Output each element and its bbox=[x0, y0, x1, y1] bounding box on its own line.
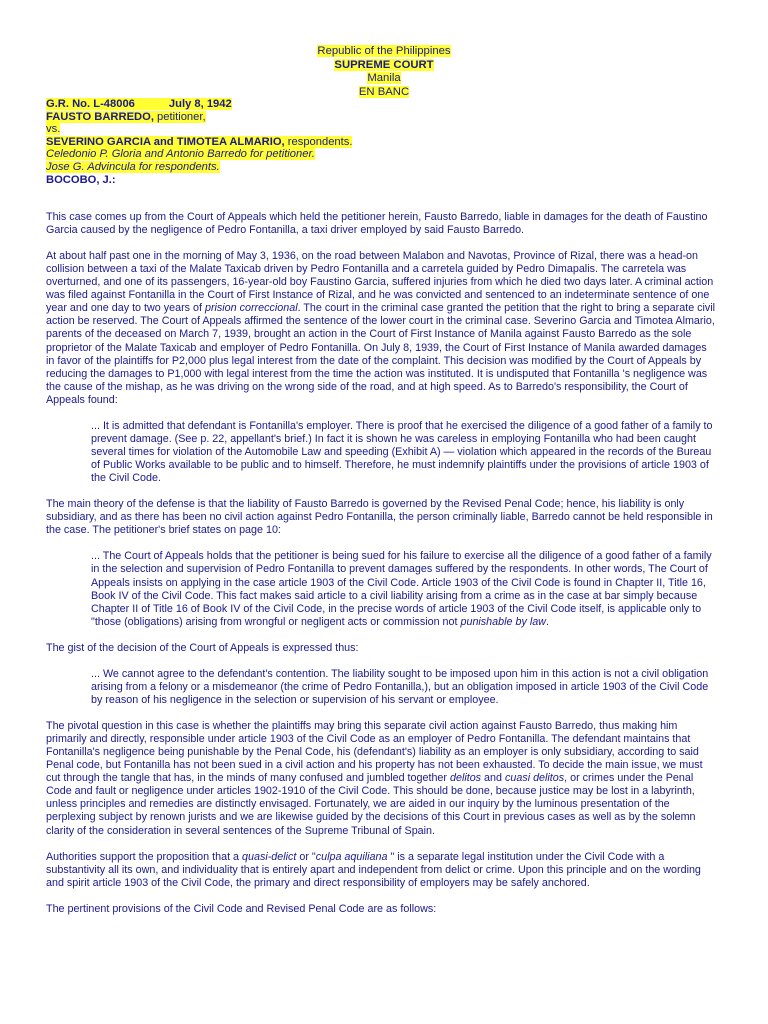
paragraph: This case comes up from the Court of Appeals which held the petitioner herein, Fausto Barredo, liable in damages for the death of Faustino Garcia caused by the negligence of Pedro Fontanilla, a taxi driver employed by said Fausto Barredo. bbox=[46, 211, 708, 237]
case-caption bbox=[46, 98, 352, 186]
counsel-respondents: Jose G. Advincula for respondents. bbox=[46, 160, 220, 173]
petitioner-role: petitioner, bbox=[153, 110, 206, 123]
paragraph: At about half past one in the morning of May 3, 1936, on the road between Malabon and Navotas, Province of Rizal, there was a head-on collision between a taxi of the Malate Taxicab driven by Pedro Fontanilla and a carretela guided by Pedro Dimapalis. The carretela was overturned, and one of its passengers, 16-year-old boy Faustino Garcia, suffered injuries from which he died two days later. A criminal action was filed against Fontanilla in the Court of First Instance of Rizal, and he was convicted and sentenced to an indeterminate sentence of one year and one day to two years of prision correccional. The court in the criminal case granted the petition that the right to bring a separate civil action be reserved. The Court of Appeals affirmed the sentence of the lower court in the criminal case. Severino Garcia and Timotea Almario, parents of the deceased on March 7, 1939, brought an action in the Court of First Instance of Manila against Fausto Barredo as the sole proprietor of the Malate Taxicab and employer of Pedro Fontanilla. On July 8, 1939, the Court of First Instance of Manila awarded damages in favor of the plaintiffs for P2,000 plus legal interest from the date of the complaint. This decision was modified by the Court of Appeals by reducing the damages to P1,000 with legal interest from the time the action was instituted. It is undisputed that Fontanilla 's negligence was the cause of the mishap, as he was driving on the wrong side of the road, and at high speed. As to Barredo's responsibility, the Court of Appeals found: bbox=[46, 250, 716, 406]
case-number: G.R. No. L-48006 bbox=[46, 98, 135, 110]
respondents-name: SEVERINO GARCIA and TIMOTEA ALMARIO, bbox=[46, 135, 285, 148]
supreme-court-line: SUPREME COURT bbox=[334, 58, 434, 71]
petitioner-name: FAUSTO BARREDO, bbox=[46, 110, 154, 123]
block-quote: ... It is admitted that defendant is Fontanilla's employer. There is proof that he exercised the diligence of a good father of a family to prevent damage. (See p. 22, appellant's brief.) In fact it is shown he was careless in employing Fontanilla who had been caught several times for violation of the Automobile Law and speeding (Exhibit A) — violation which appeared in the records of the Bureau of Public Works available to be public and to himself. Therefore, he must indemnify plaintiffs under the provisions of article 1903 of the Civil Code. bbox=[91, 419, 713, 485]
paragraph: The pertinent provisions of the Civil Code and Revised Penal Code are as follows: bbox=[46, 902, 437, 915]
block-quote: ... We cannot agree to the defendant's contention. The liability sought to be imposed upon him in this action is not a civil obligation arising from a felony or a misdemeanor (the crime of Pedro Fontanilla,), but an obligation imposed in article 1903 of the Civil Code by reason of his negligence in the selection or supervision of his servant or employee. bbox=[91, 667, 709, 707]
respondents-role: respondents. bbox=[284, 135, 353, 148]
paragraph: The gist of the decision of the Court of Appeals is expressed thus: bbox=[46, 641, 359, 654]
republic-line: Republic of the Philippines bbox=[317, 45, 451, 57]
case-date: July 8, 1942 bbox=[168, 98, 232, 110]
decision-body bbox=[46, 211, 718, 929]
versus-label: vs. bbox=[46, 123, 61, 136]
court-header bbox=[0, 45, 768, 99]
paragraph: The main theory of the defense is that the liability of Fausto Barredo is governed by the Revised Penal Code; hence, his liability is only subsidiary, and as there has been no civil action against Pedro Fontanilla, the person criminally liable, Barredo cannot be held responsible in the case. The petitioner's brief states on page 10: bbox=[46, 498, 713, 537]
en-banc-line: EN BANC bbox=[358, 85, 410, 98]
ponente: BOCOBO, J.: bbox=[46, 173, 116, 186]
block-quote: ... The Court of Appeals holds that the petitioner is being sued for his failure to exercise all the diligence of a good father of a family in the selection and supervision of Pedro Fontanilla to prevent damages suffered by the respondents. In other words, The Court of Appeals insists on applying in the case article 1903 of the Civil Code. Article 1903 of the Civil Code is found in Chapter II, Title 16, Book IV of the Civil Code. This fact makes said article to a civil liability arising from a crime as in the case at bar simply because Chapter II of Title 16 of Book IV of the Civil Code, in the precise words of article 1903 of the Civil Code itself, is applicable only to "those (obligations) arising from wrongful or negligent acts or commission not punishable by law. bbox=[91, 550, 712, 628]
manila-line: Manila bbox=[367, 72, 401, 84]
paragraph: Authorities support the proposition that a quasi-delict or "culpa aquiliana " is a separate legal institution under the Civil Code with a substantivity all its own, and individuality that is entirely apart and independent from delict or crime. Upon this principle and on the wording and spirit article 1903 of the Civil Code, the primary and direct responsibility of employers may be safely anchored. bbox=[46, 850, 701, 889]
counsel-petitioner: Celedonio P. Gloria and Antonio Barredo for petitioner. bbox=[46, 148, 315, 161]
paragraph: The pivotal question in this case is whether the plaintiffs may bring this separate civil action against Fausto Barredo, thus making him primarily and directly, responsible under article 1903 of the Civil Code as an employer of Pedro Fontanilla. The defendant maintains that Fontanilla's negligence being punishable by the Penal Code, his (defendant's) liability as an employer is only subsidiary, according to said Penal code, but Fontanilla has not been sued in a civil action and his property has not been exhausted. To decide the main issue, we must cut through the tangle that has, in the minds of many confused and jumbled together delitos and cuasi delitos, or crimes under the Penal Code and fault or negligence under articles 1902-1910 of the Civil Code. This should be done, because justice may be lost in a labyrinth, unless principles and remedies are distinctly envisaged. Fortunately, we are aided in our inquiry by the luminous presentation of the perplexing subject by renown jurists and we are likewise guided by the decisions of this Court in previous cases as well as by the solemn clarity of the consideration in several sentences of the Supreme Tribunal of Spain. bbox=[46, 720, 703, 837]
